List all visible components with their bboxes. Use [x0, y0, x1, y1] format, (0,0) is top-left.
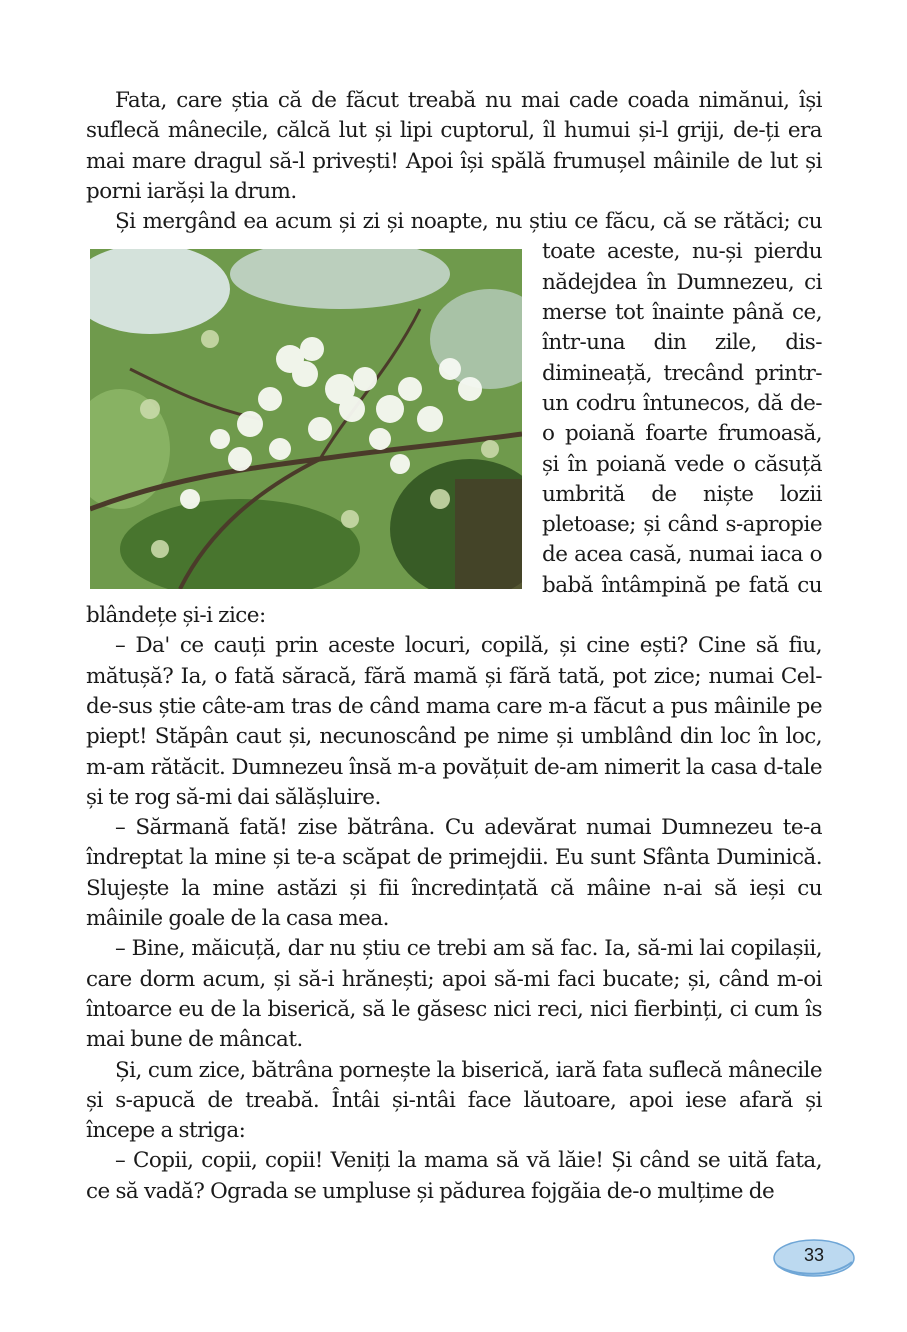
paragraph-2-lead: Și mergând ea acum și zi și noapte, nu știu ce făcu, că se rătăci;: [115, 209, 798, 235]
page-number: 33: [803, 1245, 825, 1265]
paragraph-2: [86, 207, 822, 631]
paragraph-6: Și, cum zice, bătrâna pornește la biserică, iară fata suflecă mânecile și s-apucă de treabă. Întâi și-ntâi face lăutoare, apoi iese afară și începe a striga:: [86, 1057, 822, 1144]
page-number-badge: [772, 1236, 856, 1280]
paragraph-2-wrap: cu toate aceste, nu-și pierdu nădejdea în Dumnezeu, ci merse tot înainte până ce, într-una din zile, dis-dimineață, trecând printr-un codru întunecos, dă de-o poiană foarte frumoasă, și în poiană vede o căsuță umbrită de niște lozii pletoase; și când s-apropie de acea casă, numai iaca o babă întâmpină pe fată cu blândețe și-i zice:: [86, 209, 822, 629]
paragraph-5: – Bine, măicuță, dar nu știu ce trebi am să fac. Ia, să-mi lai copilașii, care dorm acum, și să-i hrănești; apoi să-mi faci bucate; și, când m-oi întoarce eu de la biserică, să le găsesc nici reci, nici fierbinți, ci cum îs mai bune de mâncat.: [86, 936, 822, 1053]
page-body: [86, 86, 822, 1207]
blossom-photo: [90, 249, 522, 589]
paragraph-1: Fata, care știa că de făcut treabă nu mai cade coada nimănui, își suflecă mânecile, călcă lut și lipi cuptorul, îl humui și-l griji, de-ți era mai mare dragul să-l privești! Apoi își spălă frumușel mâinile de lut și porni iarăși la drum.: [86, 88, 822, 204]
paragraph-3: – Da' ce cauți prin aceste locuri, copilă, și cine ești? Cine să fiu, mătușă? Ia, o fată săracă, fără mamă și fără tată, pot zice; numai Cel-de-sus știe câte-am tras de când mama care m-a făcut a pus mâinile pe piept! Stăpân caut și, necunoscând pe nime și umblând din loc în loc, m-am rătăcit. Dumnezeu însă m-a povățuit de-am nimerit la casa d-tale și te rog să-mi dai sălășluire.: [86, 633, 822, 810]
paragraph-7: – Copii, copii, copii! Veniți la mama să vă lăie! Și când se uită fata, ce să vadă? Ograda se umpluse și pădurea fojgăia de-o mulțime de: [86, 1148, 822, 1204]
paragraph-4: – Sărmană fată! zise bătrâna. Cu adevărat numai Dumnezeu te-a îndreptat la mine și te-a scăpat de primejdii. Eu sunt Sfânta Duminică. Slujește la mine astăzi și fii încredințată că mâine n-ai să ieși cu mâinile goale de la casa mea.: [86, 815, 822, 932]
